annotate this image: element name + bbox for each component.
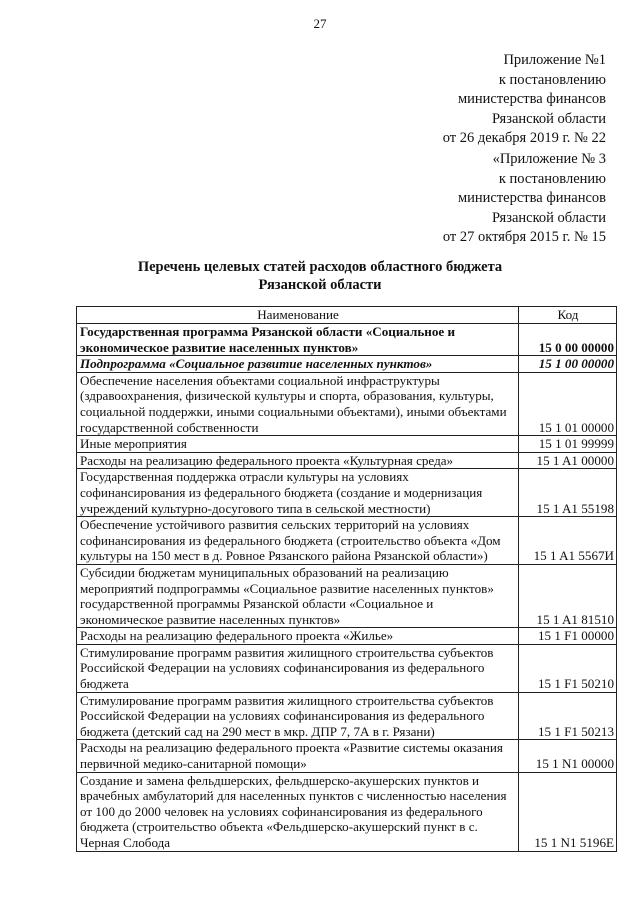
table-row bbox=[77, 740, 617, 772]
row-name: Государственная поддержка отрасли культуры на условиях софинансирования из федерального бюджета (создание и модернизация учреждений культурно-досугового типа в сельской местности) bbox=[77, 469, 519, 517]
row-code: 15 1 F1 50210 bbox=[519, 644, 617, 692]
row-code: 15 1 F1 50213 bbox=[519, 692, 617, 740]
row-code: 15 1 A1 81510 bbox=[519, 564, 617, 627]
document-title-line-1: Перечень целевых статей расходов областного бюджета bbox=[137, 259, 503, 275]
row-name: Стимулирование программ развития жилищного строительства субъектов Российской Федерации на условиях софинансирования из федерального бюджета (детский сад на 290 мест в мкр. ДПР 7, 7А в г. Рязани) bbox=[77, 692, 519, 740]
document-title bbox=[0, 258, 640, 294]
row-name: Расходы на реализацию федерального проекта «Развитие системы оказания первичной медико-санитарной помощи» bbox=[77, 740, 519, 772]
appendix-3-line: «Приложение № 3 bbox=[492, 151, 606, 167]
row-name: Иные мероприятия bbox=[77, 436, 519, 453]
page-number: 27 bbox=[313, 16, 327, 31]
appendix-1-line: к постановлению bbox=[498, 71, 606, 88]
row-name: Государственная программа Рязанской области «Социальное и экономическое развитие населенных пунктов» bbox=[77, 324, 519, 356]
appendix-1-header bbox=[443, 51, 606, 149]
row-code: 15 1 A1 00000 bbox=[519, 452, 617, 469]
table-row bbox=[77, 372, 617, 435]
table-row bbox=[77, 356, 617, 373]
row-code: 15 1 N1 00000 bbox=[519, 740, 617, 772]
appendix-3-line: министерства финансов bbox=[457, 190, 606, 206]
table-row bbox=[77, 772, 617, 851]
appendix-1-line: министерства финансов bbox=[457, 91, 606, 107]
column-header-code: Код bbox=[519, 307, 617, 324]
row-code: 15 1 F1 00000 bbox=[519, 628, 617, 645]
appendix-1-line: Приложение №1 bbox=[503, 52, 606, 68]
appendix-3-line: от 27 октября 2015 г. № 15 bbox=[442, 229, 606, 245]
table-row bbox=[77, 324, 617, 356]
budget-codes-table bbox=[76, 306, 617, 852]
table-header-row bbox=[77, 307, 617, 324]
row-code: 15 1 N1 5196Е bbox=[519, 772, 617, 851]
row-name: Обеспечение населения объектами социальной инфраструктуры (здравоохранения, физической культуры и спорта, образования, культуры, социальной поддержки, иными социальными объектами), иными объектами государственной собственности bbox=[77, 372, 519, 435]
row-code: 15 0 00 00000 bbox=[519, 324, 617, 356]
table-row bbox=[77, 517, 617, 565]
appendix-3-header bbox=[443, 150, 606, 248]
table-row bbox=[77, 692, 617, 740]
column-header-name: Наименование bbox=[77, 307, 519, 324]
appendix-3-line: к постановлению bbox=[498, 170, 606, 187]
row-code: 15 1 01 00000 bbox=[519, 372, 617, 435]
row-code: 15 1 A1 55198 bbox=[519, 469, 617, 517]
appendix-1-line: Рязанской области bbox=[492, 110, 606, 127]
row-code: 15 1 00 00000 bbox=[519, 356, 617, 373]
table-row bbox=[77, 452, 617, 469]
row-name: Расходы на реализацию федерального проекта «Культурная среда» bbox=[77, 452, 519, 469]
table-row bbox=[77, 628, 617, 645]
row-name: Расходы на реализацию федерального проекта «Жилье» bbox=[77, 628, 519, 645]
appendix-1-line: от 26 декабря 2019 г. № 22 bbox=[442, 130, 606, 146]
table-row bbox=[77, 436, 617, 453]
row-code: 15 1 A1 5567И bbox=[519, 517, 617, 565]
table-row bbox=[77, 644, 617, 692]
table-row bbox=[77, 469, 617, 517]
row-name: Подпрограмма «Социальное развитие населенных пунктов» bbox=[77, 356, 519, 373]
row-name: Стимулирование программ развития жилищного строительства субъектов Российской Федерации на условиях софинансирования из федерального бюджета bbox=[77, 644, 519, 692]
row-name: Создание и замена фельдшерских, фельдшерско-акушерских пунктов и врачебных амбулаторий для населенных пунктов с численностью населения от 100 до 2000 человек на условиях софинансирования из федерального бюджета (строительство объекта «Фельдшерско-акушерский пункт в с. Черная Слобода bbox=[77, 772, 519, 851]
row-name: Обеспечение устойчивого развития сельских территорий на условиях софинансирования из федерального бюджета (строительство объекта «Дом культуры на 150 мест в д. Ровное Рязанского района Рязанской области») bbox=[77, 517, 519, 565]
document-title-line-2: Рязанской области bbox=[258, 277, 382, 293]
appendix-3-line: Рязанской области bbox=[492, 209, 606, 226]
table-row bbox=[77, 564, 617, 627]
row-code: 15 1 01 99999 bbox=[519, 436, 617, 453]
row-name: Субсидии бюджетам муниципальных образований на реализацию мероприятий подпрограммы «Социальное развитие населенных пунктов» государственной программы Рязанской области «Социальное и экономическое развитие населенных пунктов» bbox=[77, 564, 519, 627]
